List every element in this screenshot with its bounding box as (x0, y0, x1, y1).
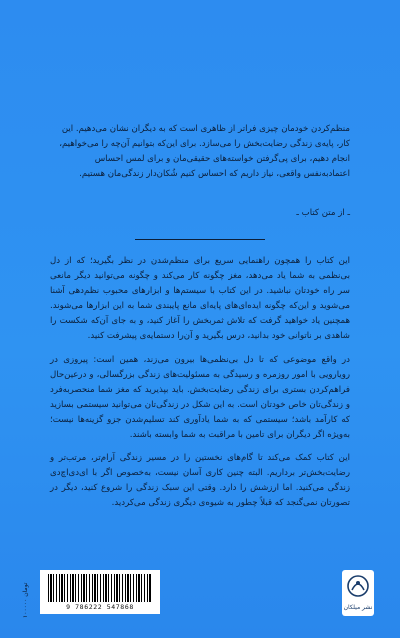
price-label: ۱۰۰۰۰۰ تومان (22, 582, 29, 618)
description-paragraph-2: در واقع موضوعی که تا دل بی‌نظمی‌ها بیرون می‌زند، همین است: پیروزی در رویارویی با امور روزمره و رسیدگی به مسئولیت‌های زندگی بزرگسالی، و درعین‌حال فراهم‌کردن بستری برای زندگی رضایت‌بخش. باید بپذیرید که مغز شما منحصربه‌فرد و زندگی‌تان خاص خودتان است. به این شکل در زندگی‌تان می‌توانید سیستمی بسازید که کارآمد باشد؛ سیستمی که به شما یادآوری کند تسلیم‌شدن جزو گزینه‌ها نیست؛ به‌ویژه اگر دیگران برای تامین با مراقبت به شما وابسته باشند. (50, 354, 350, 441)
excerpt-quote: منظم‌کردن خودمان چیزی فراتر از ظاهری است که به دیگران نشان می‌دهیم. این کار، پایه‌ی زندگی رضایت‌بخش را می‌سازد. برای این‌که بتوانیم آن‌چه را می‌خواهیم، انجام دهیم، برای پی‌گرفتن خواسته‌های حقیقی‌مان و برای لمس احساس اعتمادبه‌نفس واقعی، نیاز داریم که احساس کنیم شُکان‌دار زندگی‌مان هستیم. (59, 124, 350, 179)
barcode-icon (48, 574, 152, 602)
publisher-logo (342, 570, 374, 616)
description-paragraph-1: این کتاب را همچون راهنمایی سریع برای منظم‌شدن در نظر بگیرید؛ که از دل بی‌نظمی به شما یاد می‌دهد، مغز چگونه کار می‌کند و چگونه می‌توانید دیگر مانعی سر راه خودتان نباشید. در این کتاب با سیستم‌ها و ابزارهای محبوب نظم‌دهی آشنا می‌شوید و این‌که چگونه ایده‌ای‌های پایه‌ای مانع پایبندی شما به این ابزارها می‌شوند. همچنین یاد خواهید گرفت که تلاش ثمربخش را آغاز کنید، و به جای آن‌که شکست را شاهدی بر ناتوانی خود بدانید، درس بگیرید و آن‌را دستمایه‌ی پیشرفت کنید. (50, 256, 350, 342)
barcode-digits: 9 786222 547868 (66, 603, 134, 611)
description-paragraph-3: این کتاب کمک می‌کند تا گام‌های نخستین را در مسیر زندگی آرام‌تر، مرتب‌تر و رضایت‌بخش‌تر برداریم. البته چنین کاری آسان نیست، به‌خصوص اگر با ای‌دی‌اچ‌دی زندگی می‌کنید. اما ارزشش را دارد. وقتی این سبک زندگی را شروع کنید، دیگر در تصورتان نمی‌گنجد که قبلاً چطور به شیوه‌ی دیگری زندگی می‌کردید. (50, 453, 350, 509)
divider-line (135, 239, 265, 240)
book-description (50, 254, 350, 520)
isbn-barcode (40, 570, 160, 614)
excerpt-source: ـ از متن کتاب ـ (296, 208, 350, 218)
publisher-emblem-icon (346, 574, 370, 602)
publisher-name: نشر میلکان (343, 604, 373, 611)
